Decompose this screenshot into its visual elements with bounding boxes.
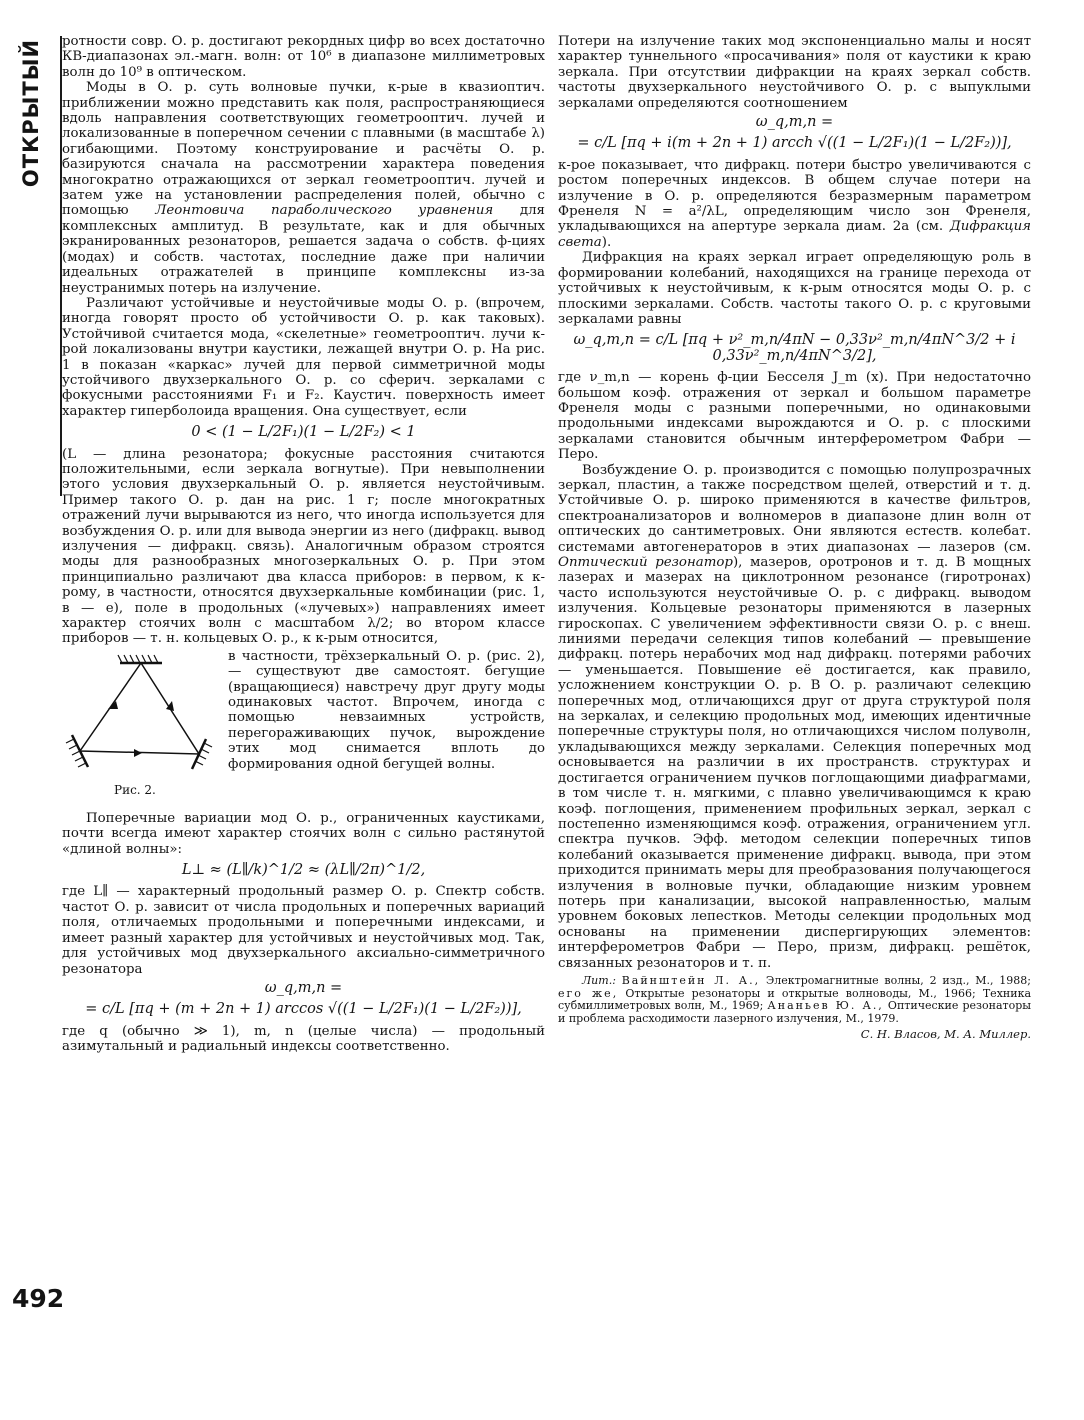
paragraph-text: для комплексных амплитуд. В результате, как и для обычных экранированных резонаторов, решается задача о собств. ф-циях (модах) и собств. частотах, последние даже при наличии идеальных отражателей в принципе комплексны из-за неустранимых потерь на излучение. bbox=[62, 203, 545, 296]
paragraph: где ν_m,n — корень ф-ции Бесселя J_m (x). При недостаточно большом коэф. отражения от зеркал и большом параметре Френеля моды с разными поперечными, но одинаковыми продольными индексами вырождаются и О. р. с плоскими зеркалами становится обычным интерферометром Фабри — Перо. bbox=[558, 370, 1031, 463]
paragraph bbox=[62, 80, 545, 296]
formula-unstable-frequency-lhs: ω_q,m,n = bbox=[755, 114, 834, 131]
paragraph: Различают устойчивые и неустойчивые моды О. р. (впрочем, иногда говорят просто об устойчивости О. р. как таковых). Устойчивой считается мода, «скелетные» геометрооптич. лучи к-рой локализованы внутри каустики, лежащей внутри О. р. На рис. 1 в показан «каркас» лучей для первой симметричной моды устойчивого двухзеркального О. р. со сферич. зеркалами с фокусными расстояниями F₁ и F₂. Каустич. поверхность имеет характер гиперболоида вращения. Она существует, если bbox=[62, 295, 545, 419]
cross-reference-link[interactable]: Оптический резонатор bbox=[558, 555, 733, 570]
cross-reference-link[interactable]: Дифракция света bbox=[558, 219, 1031, 250]
figure-caption: Рис. 2. bbox=[114, 782, 156, 797]
paragraph: Потери на излучение таких мод экспоненциально малы и носят характер туннельного «просачивания» поля от каустики к краю зеркала. При отсутствии дифракции на краях зеркал собств. частоты двухзеркального неустойчивого О. р. с выпуклыми зеркалами определяются соотношением bbox=[558, 34, 1031, 111]
paragraph: Поперечные вариации мод О. р., ограниченных каустиками, почти всегда имеют характер стоячих волн с сильно растянутой «длиной волны»: bbox=[62, 810, 545, 857]
formula-stable-frequency: = c/L [πq + (m + 2n + 1) arccos √((1 − L/2F₁)(1 − L/2F₂))], bbox=[85, 1001, 522, 1018]
paragraph: где q (обычно ≫ 1), m, n (целые числа) — продольный азимутальный и радиальный индексы соответственно. bbox=[62, 1023, 545, 1055]
reference-author: Ананьев Ю. А., bbox=[767, 999, 884, 1013]
figure-ring-resonator bbox=[62, 649, 222, 809]
paragraph: (L — длина резонатора; фокусные расстояния считаются положительными, если зеркала вогнутые). При невыполнении этого условия двухзеркальный О. р. является неустойчивым. Пример такого О. р. дан на рис. 1 г; после многократных отражений лучи вырываются из него, что иногда используется для возбуждения О. р. или для вывода энергии из него (дифракц. вывод излучения — дифракц. связь). Аналогичным образом строятся моды для разнообразных многозеркальных О. р. При этом принципиально различают два класса приборов: в первом, к к-рому, в частности, относятся двухзеркальные комбинации (рис. 1, в — е), поле в продольных («лучевых») направлениях имеет характер стоячих волн с масштабом λ/2; во втором классе приборов — т. н. кольцевых О. р., к к-рым относится, bbox=[62, 446, 545, 647]
paragraph bbox=[558, 158, 1031, 250]
paragraph: Дифракция на краях зеркал играет определяющую роль в формировании колебаний, находящихся на границе перехода от устойчивых к неустойчивым, к к-рым относятся моды О. р. с плоскими зеркалами. Собств. частоты такого О. р. с круговыми зеркалами равны bbox=[558, 250, 1031, 327]
reference-text: Открытые резонаторы и открытые волноводы, М., 1966; Техника субмиллиметровых волн, М., 1969; bbox=[558, 986, 1031, 1013]
reference-text: Электромагнитные волны, 2 изд., М., 1988; bbox=[765, 973, 1032, 987]
paragraph: в частности, трёхзеркальный О. р. (рис. 2),— существуют две самостоят. бегущие (вращающиеся) навстречу друг другу моды одинаковых частот. Впрочем, иногда с помощью невзаимных устройств, перегораживающих пучок, вырождение этих мод снимается вплоть до формирования одной бегущей волны. bbox=[228, 648, 545, 772]
reference-author: Вайнштейн Л. А., bbox=[621, 973, 761, 987]
paragraph-text: к-рое показывает, что дифракц. потери быстро увеличиваются с ростом поперечных индексов. В общем случае потери на излучение в О. р. определяются безразмерным параметром Френеля N = a²/λL, определяющим число зон Френеля, укладывающихся на апертуре зеркала диам. 2a (см. bbox=[558, 157, 1031, 235]
article-authors: С. Н. Власов, М. А. Миллер. bbox=[860, 1027, 1031, 1042]
paragraph-text: Возбуждение О. р. производится с помощью полупрозрачных зеркал, пластин, а также посредством щелей, отверстий и т. д. Устойчивые О. р. широко применяются в качестве фильтров, спектроанализаторов и волномеров в диапазоне длин волн от оптических до сантиметровых. Они являются естеств. колебат. системами автогенераторов в этих диапазонах — лазеров (см. bbox=[558, 462, 1031, 555]
running-head-text: ОТКРЫТЫЙ bbox=[19, 38, 43, 188]
references-label: Лит.: bbox=[582, 973, 616, 987]
formula-unstable-frequency: = c/L [πq + i(m + 2n + 1) arcch √((1 − L/2F₁)(1 − L/2F₂))], bbox=[577, 135, 1012, 152]
reference-text: Оптические резонаторы и проблема расходимости лазерного излучения, М., 1979. bbox=[558, 999, 1032, 1025]
figure-wrap-block bbox=[62, 649, 545, 809]
reference-author: его же, bbox=[558, 986, 619, 1000]
paragraph-text: ), мазеров, оротронов и т. д. В мощных лазерах и мазерах на циклотронном резонансе (гиротронах) часто используются неустойчивые О. р. с дифракц. выводом излучения. Кольцевые резонаторы применяются в лазерных гироскопах. С увеличением эффективности связи О. р. с внеш. линиями передачи селекция типов колебаний — превышение дифракц. потерь нерабочих мод над дифракц. потерями рабочих — уменьшается. Повышение её достигается, как правило, усложнением конструкции О. р. В О. р. различают селекцию поперечных мод, отличающихся друг от друга структурой поля на зеркалах, и селекцию продольных мод, имеющих идентичные поперечные структуры поля, но отличающихся числом полуволн, укладывающихся между зеркалами. Селекция поперечных мод основывается на различии в их пространств. структурах и достигается ограничением пучков поглощающими диафрагмами, в том числе т. н. мягкими, с плавно увеличивающимся к краю коэф. поглощения, применением профильных зеркал, зеркал с постепенно изменяющимся коэф. отражения, ограничением угл. спектра пучков. Эфф. методом селекции поперечных типов колебаний оказывается применение дифракц. вывода, при этом приходится принимать меры для преобразования получающегося излучения в волновые пучки, обладающие низким уровнем потерь при канализации, высокой направленностью, малым уровнем боковых лепестков. Методы селекции продольных мод основаны на применении диспергирующих элементов: интерферометров Фабри — Перо, призм, дифракц. решёток, связанных резонаторов и т. п. bbox=[558, 555, 1032, 971]
cross-reference-link[interactable]: Леонтовича параболического уравнения bbox=[155, 203, 494, 219]
paragraph: ротности совр. О. р. достигают рекордных цифр во всех достаточно КВ-диапазонах эл.-магн. волн: от 10⁶ в диапазоне миллиметровых волн до 10⁹ в оптическом. bbox=[62, 34, 545, 80]
left-column bbox=[62, 34, 545, 1055]
right-column bbox=[558, 34, 1031, 1043]
formula-stability-condition: 0 < (1 − L/2F₁)(1 − L/2F₂) < 1 bbox=[191, 424, 416, 441]
formula-transverse-scale: L⊥ ≈ (L∥/k)^1/2 ≈ (λL∥/2π)^1/2, bbox=[181, 862, 426, 879]
paragraph-text: ). bbox=[601, 234, 612, 250]
formula-stable-frequency-lhs: ω_q,m,n = bbox=[264, 979, 343, 996]
formula-plane-mirror-frequency: ω_q,m,n = c/L [πq + ν²_m,n/4πN − 0,33ν²_m,n/4πN^3/2 + i 0,33ν²_m,n/4πN^3/2], bbox=[573, 332, 1016, 364]
running-head bbox=[14, 28, 48, 198]
paragraph: где L∥ — характерный продольный размер О. р. Спектр собств. частот О. р. зависит от числа продольных и поперечных вариаций поля, отличаемых продольными и поперечными индексами, и имеет разный характер для устойчивых и неустойчивых мод. Так, для устойчивых мод двухзеркального аксиально-симметричного резонатора bbox=[62, 884, 545, 977]
page-number: 492 bbox=[12, 1284, 65, 1313]
paragraph bbox=[558, 463, 1031, 971]
references bbox=[558, 975, 1031, 1025]
paragraph-text: Моды в О. р. суть волновые пучки, к-рые в квазиоптич. приближении можно представить как поля, распространяющиеся вдоль направления соответствующих геометрооптич. лучей и локализованные в поперечном сечении с плавными (в масштабе λ) огибающими. Поэтому конструирование и расчёты О. р. базируются сначала на рассмотрении характера поведения многократно отражающихся от зеркал геометрооптич. лучей и затем уже на установлении распределения полей, обычно с помощью bbox=[62, 80, 545, 219]
